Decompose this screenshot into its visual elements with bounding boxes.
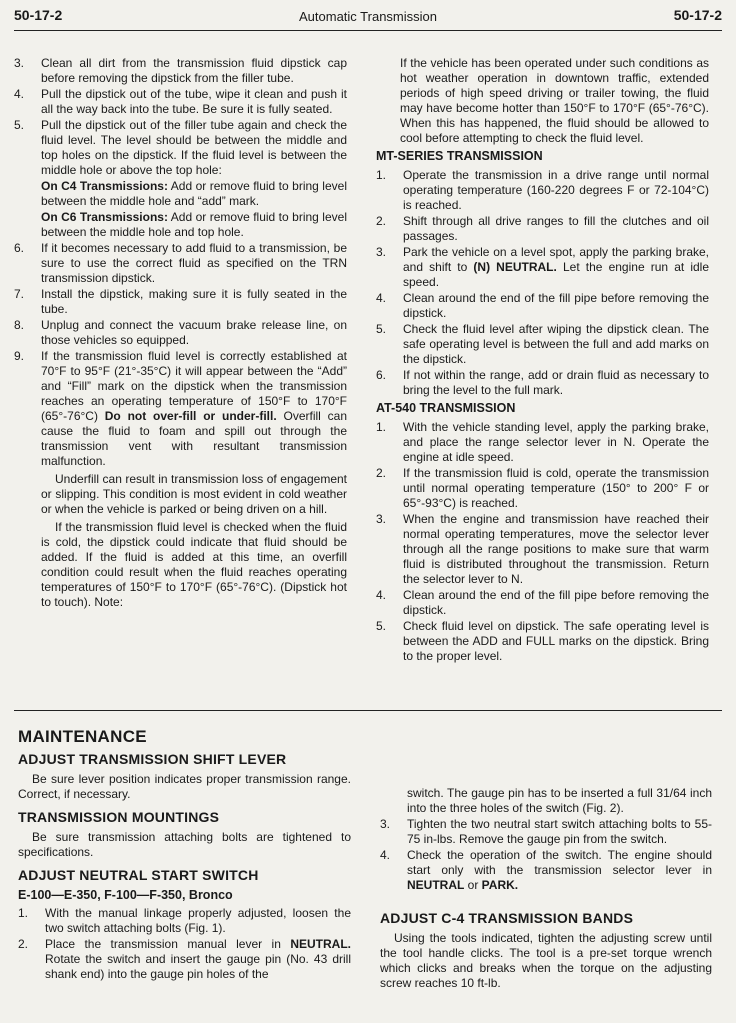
list-item: 5. Check the fluid level after wiping the dipstick clean. The safe operating level is between the full and add marks on the dipstick.: [376, 322, 709, 366]
section-heading: ADJUST C-4 TRANSMISSION BANDS: [380, 910, 634, 926]
list-item: 4. Check the operation of the switch. The engine should start only with the transmission selector lever in NEUTRAL or PARK.: [380, 848, 712, 892]
list-item: 2. Place the transmission manual lever in NEUTRAL. Rotate the switch and insert the gauge pin (No. 43 drill shank end) into the gauge pin holes of the: [18, 937, 351, 981]
maintenance-left: [18, 729, 351, 983]
section-heading: ADJUST NEUTRAL START SWITCH: [18, 867, 259, 883]
paragraph: switch. The gauge pin has to be inserted a full 31/64 inch into the three holes of the switch (Fig. 2).: [407, 786, 712, 815]
paragraph: Using the tools indicated, tighten the adjusting screw until the tool handle clicks. The tool is a pre-set torque wrench which clicks and breaks when the torque on the adjusting screw reaches 10 ft-lb.: [380, 931, 712, 990]
list-item: 1. With the vehicle standing level, apply the parking brake, and place the range selector lever in N. Operate the engine at idle speed.: [376, 420, 709, 464]
list-item: 1. Operate the transmission in a drive range until normal operating temperature (160-220 degrees F or 72-104°C) is reached.: [376, 168, 709, 212]
list-item: 4. Clean around the end of the fill pipe before removing the dipstick.: [376, 588, 709, 617]
list-item: 4. Pull the dipstick out of the tube, wipe it clean and push it all the way back into the tube. Be sure it is fully seated.: [14, 87, 347, 116]
paragraph: Underfill can result in transmission loss of engagement or slipping. This condition is most evident in cold weather or when the vehicle is parked or being driven on a hill.: [41, 472, 347, 516]
list-item: 2. Shift through all drive ranges to fill the clutches and oil passages.: [376, 214, 709, 243]
list-item: 9. If the transmission fluid level is correctly established at 70°F to 95°F (21°-35°C) it will appear between the “Add” and “Fill” mark on the dipstick when the transmission reaches an operating temperature of 150°F to 170°F (65°-76°C) Do not over-fill or under-fill. Overfill can cause the fluid to foam and spill out through the transmission vent with resultant transmission malfunction.: [14, 349, 347, 468]
list-item: 3. Park the vehicle on a level spot, apply the parking brake, and shift to (N) NEUTRAL. Let the engine run at idle speed.: [376, 245, 710, 289]
section-rule: [14, 710, 722, 711]
section-heading: ADJUST TRANSMISSION SHIFT LEVER: [18, 751, 287, 767]
c4-note: On C4 Transmissions: Add or remove fluid to bring level between the middle hole and “add” mark.: [41, 179, 347, 208]
list-item: 4. Clean around the end of the fill pipe before removing the dipstick.: [376, 291, 709, 320]
right-column: [376, 56, 709, 665]
list-item: 6. If it becomes necessary to add fluid to a transmission, be sure to use the correct fluid as specified on the TRN transmission dipstick.: [14, 241, 347, 285]
section-heading: AT-540 TRANSMISSION: [376, 401, 516, 415]
page-number-left: 50-17-2: [14, 7, 63, 23]
model-range: E-100—E-350, F-100—F-350, Bronco: [18, 888, 233, 902]
list-item: 8. Unplug and connect the vacuum brake release line, on those vehicles so equipped.: [14, 318, 347, 347]
paragraph: Be sure lever position indicates proper transmission range. Correct, if necessary.: [18, 772, 351, 801]
page-number-right: 50-17-2: [673, 7, 722, 23]
running-title: Automatic Transmission: [299, 9, 437, 24]
list-item: 2. If the transmission fluid is cold, operate the transmission until normal operating temperature (150° to 200° F or 65°-93°C) is reached.: [376, 466, 709, 510]
section-heading: TRANSMISSION MOUNTINGS: [18, 809, 220, 825]
list-item: 3. Tighten the two neutral start switch attaching bolts to 55-75 in-lbs. Remove the gauge pin from the switch.: [380, 817, 712, 846]
maintenance-title: MAINTENANCE: [18, 727, 147, 746]
list-item: 5. Pull the dipstick out of the filler tube again and check the fluid level. The level should be between the middle and top holes on the dipstick. If the fluid level is between the middle hole or above the top hole:: [14, 118, 347, 177]
paragraph: If the vehicle has been operated under such conditions as hot weather operation in downtown traffic, extended periods of high speed driving or trailer towing, the fluid may have become hotter than 150°F to 170°F (65°-76°C). When this has happened, the fluid should be allowed to cool before attempting to check the fluid level.: [400, 56, 709, 145]
list-item: 5. Check fluid level on dipstick. The safe operating level is between the ADD and FULL marks on the dipstick. Bring to the proper level.: [376, 619, 709, 663]
list-item: 6. If not within the range, add or drain fluid as necessary to bring the level to the full mark.: [376, 368, 709, 397]
left-column: [14, 56, 347, 611]
header-rule: [14, 30, 722, 31]
section-heading: MT-SERIES TRANSMISSION: [376, 149, 543, 163]
list-item: 3. Clean all dirt from the transmission fluid dipstick cap before removing the dipstick from the filler tube.: [14, 56, 347, 85]
paragraph: Be sure transmission attaching bolts are tightened to specifications.: [18, 830, 351, 859]
maintenance-right: [380, 786, 712, 994]
page-header: [0, 8, 736, 28]
list-item: 1. With the manual linkage properly adjusted, loosen the two switch attaching bolts (Fig. 1).: [18, 906, 351, 935]
c6-note: On C6 Transmissions: Add or remove fluid to bring level between the middle hole and top hole.: [41, 210, 347, 239]
list-item: 7. Install the dipstick, making sure it is fully seated in the tube.: [14, 287, 347, 316]
list-item: 3. When the engine and transmission have reached their normal operating temperatures, move the selector lever through all the range positions to make sure that warm fluid is distributed throughout the transmission. Return the selector lever to N.: [376, 512, 709, 586]
paragraph: If the transmission fluid level is checked when the fluid is cold, the dipstick could indicate that fluid should be added. If the fluid is added at this time, an overfill condition could result when the fluid reaches operating temperatures of 150°F to 170°F (65°-76°C). (Dipstick hot to touch). Note:: [41, 520, 347, 609]
